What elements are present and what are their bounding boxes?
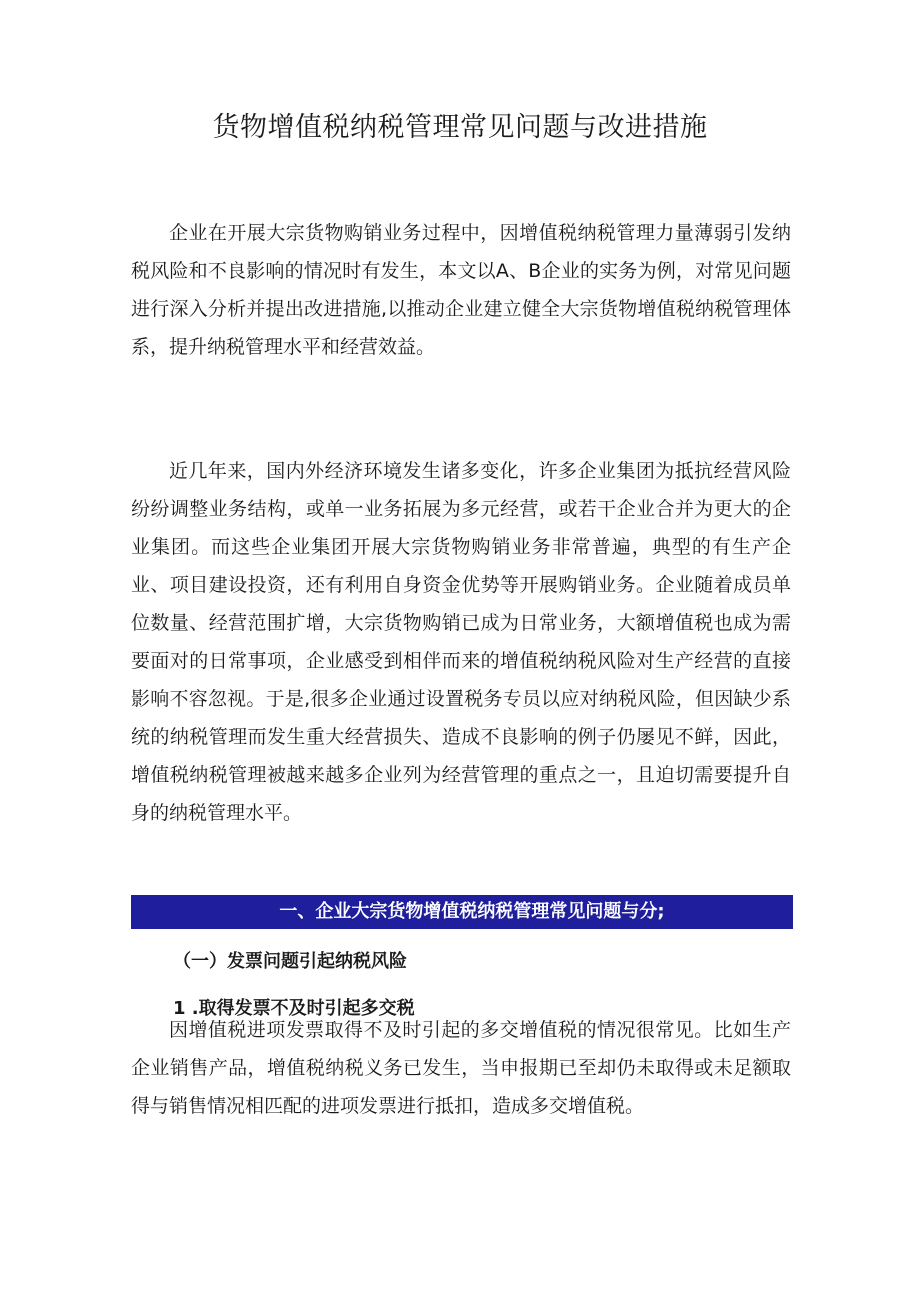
background-paragraph: 近几年来，国内外经济环境发生诸多变化，许多企业集团为抵抗经营风险纷纷调整业务结构，或单一业务拓展为多元经营，或若干企业合并为更大的企业集团。而这些企业集团开展大宗货物购销业务非常普遍，典型的有生产企业、项目建设投资，还有利用自身资金优势等开展购销业务。企业随着成员单位数量、经营范围扩增，大宗货物购销已成为日常业务，大额增值税也成为需要面对的日常事项，企业感受到相伴而来的增值税纳税风险对生产经营的直接影响不容忽视。于是,很多企业通过设置税务专员以应对纳税风险，但因缺少系统的纳税管理而发生重大经营损失、造成不良影响的例子仍屡见不鲜，因此，增值税纳税管理被越来越多企业列为经营管理的重点之一，且迫切需要提升自身的纳税管理水平。 xyxy=(131,460,791,824)
document-title: 货物增值税纳税管理常见问题与改进措施 xyxy=(212,112,708,143)
section-paragraph: 因增值税进项发票取得不及时引起的多交增值税的情况很常见。比如生产企业销售产品，增值税纳税义务已发生，当申报期已至却仍未取得或未足额取得与销售情况相匹配的进项发票进行抵扣，造成多交增值税。 xyxy=(131,1019,791,1117)
section-heading-bar: 一、企业大宗货物增值税纳税管理常见问题与分; xyxy=(131,895,793,929)
subsection-heading: （一）发票问题引起纳税风险 xyxy=(173,951,407,972)
intro-paragraph: 企业在开展大宗货物购销业务过程中，因增值税纳税管理力量薄弱引发纳税风险和不良影响的情况时有发生，本文以A、B企业的实务为例，对常见问题进行深入分析并提出改进措施,以推动企业建立健全大宗货物增值税纳税管理体系，提升纳税管理水平和经营效益。 xyxy=(131,222,791,358)
subsubsection-heading: 1 .取得发票不及时引起多交税 xyxy=(173,998,415,1019)
